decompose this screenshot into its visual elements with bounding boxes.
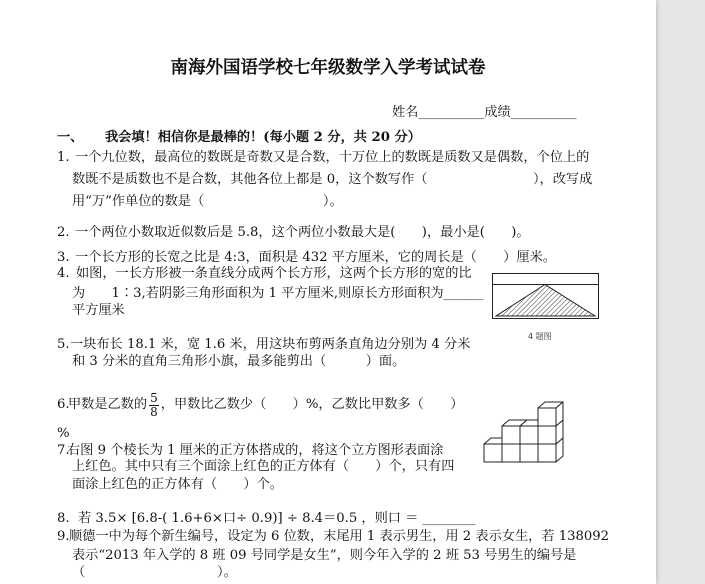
cube-front-face (520, 444, 538, 462)
question-5-line-1: 一块布长 18.1 米，宽 1.6 米，用这块布剪两条直角边分别为 4 分米 (70, 337, 471, 352)
figure-4-caption: 4 题图 (528, 332, 552, 341)
fraction-numerator: 5 (150, 390, 158, 405)
question-7-number: 7. (57, 443, 70, 458)
question-6-text-after-fraction: ，甲数比乙数少（ ）%，乙数比甲数多（ ） (160, 397, 464, 412)
question-9-line-1: 顺德一中为每个新生编号，设定为 6 位数，末尾用 1 表示男生，用 2 表示女生，若 138092 (69, 529, 610, 544)
question-4-number: 4. (57, 266, 70, 281)
question-2-line-1: 一个两位小数取近似数后是 5.8，这个两位小数最大是( )，最小是( )。 (75, 225, 530, 240)
question-5-number: 5. (57, 337, 70, 352)
cube-front-face (520, 426, 538, 444)
question-1-number: 1. (57, 150, 70, 165)
cube-front-face (502, 444, 520, 462)
fraction-denominator: 8 (150, 404, 158, 419)
question-3-line-1: 一个长方形的长宽之比是 4:3，面积是 432 平方厘米，它的周长是（ ）厘米。 (75, 250, 556, 265)
score-label: 成绩 (484, 105, 511, 120)
section-heading: 我会填！相信你是最棒的！(每小题 2 分，共 20 分） (105, 130, 421, 145)
fraction (149, 392, 159, 419)
name-blank: __________ (418, 105, 485, 120)
question-1-line-2: 数既不是质数也不是合数，其他各位上都是 0，这个数写作（ ），改写成 (72, 172, 593, 187)
cube-front-face (538, 444, 556, 462)
question-2-number: 2. (57, 225, 70, 240)
student-info-line (392, 105, 577, 121)
cube-front-face (502, 426, 520, 444)
exam-title: 南海外国语学校七年级数学入学考试试卷 (170, 58, 486, 78)
question-1-line-1: 一个九位数，最高位的数既是奇数又是合数，十万位上的数既是质数又是偶数，个位上的 (75, 150, 590, 165)
question-3-number: 3. (57, 250, 70, 265)
question-7-line-2: 上红色。其中只有三个面涂上红色的正方体有（ ）个，只有四 (72, 459, 455, 474)
question-4-line-1: 如图，一长方形被一条直线分成两个长方形，这两个长方形的宽的比 (76, 266, 472, 281)
cube-front-face (484, 444, 502, 462)
question-4-line-3: 平方厘米 (72, 303, 125, 318)
question-9-line-2: 表示“2013 年入学的 8 班 09 号同学是女生”，则今年入学的 2 班 53 号男生的编号是 (72, 548, 577, 563)
question-6-line-2: % (57, 426, 70, 441)
question-7-line-1: 右图 9 个棱长为 1 厘米的正方体搭成的，将这个立方图形表面涂 (67, 443, 444, 458)
question-7-line-3: 面涂上红色的正方体有（ ）个。 (72, 477, 283, 492)
question-9-line-3: （ ）。 (72, 565, 237, 580)
name-label: 姓名 (392, 105, 419, 120)
question-1-line-3: 用“万”作单位的数是（ ）。 (72, 194, 343, 209)
rectangle-triangle-figure (490, 270, 602, 322)
question-4-line-2: 为 1∶3,若阴影三角形面积为 1 平方厘米,则原长方形面积为______ (72, 286, 484, 301)
cube-front-face (538, 426, 556, 444)
section-number: 一、 (57, 130, 84, 145)
question-5-line-2: 和 3 分米的直角三角形小旗，最多能剪出（ ）面。 (72, 354, 406, 369)
cube-front-face (538, 408, 556, 426)
question-8-line-1: 若 3.5× [6.8-( 1.6+6×口÷ 0.9)] ÷ 8.4＝0.5 ，则口 ＝ ________ (78, 511, 476, 526)
question-6-line-1 (68, 389, 463, 421)
question-6-text-before-fraction: 甲数是乙数的 (68, 397, 148, 412)
question-6-number: 6. (57, 397, 70, 412)
score-blank: __________ (510, 105, 577, 120)
question-8-number: 8. (57, 511, 70, 526)
question-9-number: 9. (57, 529, 70, 544)
cube-stack-figure (481, 398, 571, 466)
